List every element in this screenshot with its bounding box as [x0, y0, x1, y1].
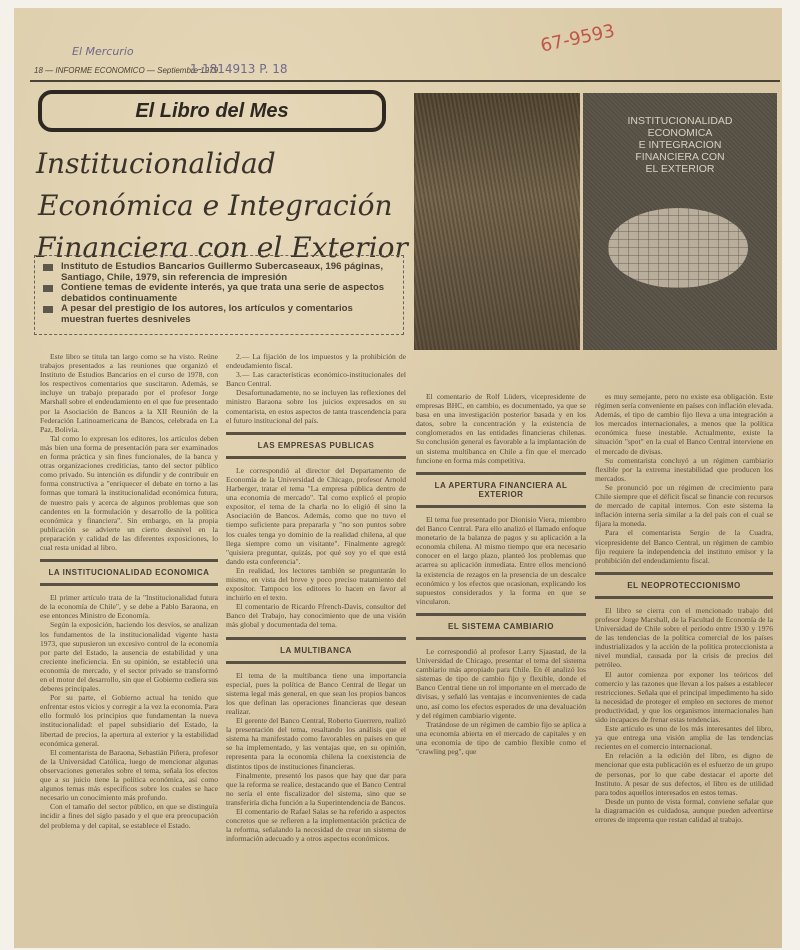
cover-title-line: EL EXTERIOR — [645, 163, 715, 175]
paragraph: El comentario de Ricardo Ffrench-Davis, consultor del Banco del Trabajo, hay conocimiento que de una visión más global y documentada del tema. — [226, 602, 406, 630]
bullet-square-icon — [43, 306, 53, 313]
cover-title-line: E INTEGRACION — [638, 139, 722, 151]
paragraph: Se pronunció por un régimen de crecimiento para Chile siempre que el déficit fiscal se financie con recursos de mercado de capital internos. Con este sistema la inflación interna sería similar a la del país con el cual se fijara la moneda. — [595, 482, 773, 529]
summary-text: Instituto de Estudios Bancarios Guillermo Subercaseaux, 196 páginas, Santiago, Chile, 1979, sin referencia de impresión — [61, 261, 384, 283]
archive-number: 67-9593 — [538, 20, 617, 57]
column-2 — [226, 352, 406, 937]
summary-item — [43, 262, 395, 283]
paragraph: Su comentarista concluyó a un régimen cambiario flexible por la extrema inestabilidad que producen los mercados. — [595, 455, 773, 483]
paragraph: Este libro se titula tan largo como se ha visto. Reúne trabajos presentados a las reuniones que organizó el Instituto de Estudios Bancarios en el curso de 1978, con los respectivos comentarios que suscitaron. Además, se incluye un trabajo preparado por el profesor Jorge Marshall sobre el endeudamiento en el que fue presentado por la Asociación de Bancos a la XII Reunión de la Federación Latinoamericana de Bancos, celebrada en La Paz, Bolivia. — [40, 352, 218, 434]
paragraph: 3.— Las características económico-institucionales del Banco Central. — [226, 370, 406, 389]
paragraph: Desafortunadamente, no se incluyen las reflexiones del ministro Baraona sobre los juicios expresados en su comentarista, en estos aspectos de tanta trascendencia para el futuro institucional del país. — [226, 388, 406, 425]
paragraph: En relación a la edición del libro, es digno de mencionar que esta publicación es el esfuerzo de un grupo de personas, por lo que cabe destacar el aporte del Instituto. A pesar de sus defectos, el libro es de utilidad para todos aquellos interesados en estos temas. — [595, 751, 773, 797]
section-heading: EL NEOPROTECCIONISMO — [595, 572, 773, 599]
paragraph: Finalmente, presentó los pasos que hay que dar para que la reforma se realice, destacando que el Banco Central no sería el ente fiscalizador del sistema, sino que se transferiría dicha función a la Superintendencia de Bancos. — [226, 770, 406, 807]
cover-title-line: ECONOMICA — [647, 127, 713, 139]
paragraph: Con el tamaño del sector público, en que se distinguía incidir a fines del siglo pasado y el que era preocupación del problema y del capital, se establece el Estado. — [40, 802, 218, 830]
paragraph: Este artículo es uno de los más interesantes del libro, ya que entrega una visión amplia de las tendencias recientes en el comercio internacional. — [595, 724, 773, 752]
paragraph: es muy semejante, pero no existe esa obligación. Este régimen sería conveniente en países con inflación elevada. Además, el tipo de cambio fijo lleva a una integración a los mercados internacionales, a menos que la política económica fuese inestable. Actualmente, existe la situación "spot" en la cual el Banco Central interviene en el mercado de divisas. — [595, 392, 773, 456]
paragraph: El autor comienza por exponer los teóricos del comercio y las razones que llevan a los países a establecer restricciones. Señala que el principal impedimento ha sido la necesidad de proteger el empleo en sectores de menor productividad, y que los organismos internacionales han sido incapaces de frenar estas tendencias. — [595, 669, 773, 724]
summary-box — [34, 255, 404, 335]
cover-title-line: FINANCIERA CON — [635, 151, 725, 163]
section-heading: LA INSTITUCIONALIDAD ECONOMICA — [40, 559, 218, 586]
paragraph: Para el comentarista Sergio de la Cuadra, vicepresidente del Banco Central, un régimen de cambio fijo requiere la independencia del instituto emisor y la prohibición del endeudamiento fiscal. — [595, 528, 773, 565]
title-line: Económica e Integración — [38, 189, 393, 222]
paragraph: El gerente del Banco Central, Roberto Guerrero, realizó la presentación del tema, resaltando los análisis que el sistema ha manifestado como favorables en países en que se ha implementado, y las ventajas que, en su opinión, representa para la economía chilena la coexistencia de distintos tipos de instituciones financieras. — [226, 716, 406, 771]
section-heading: LAS EMPRESAS PUBLICAS — [226, 432, 406, 459]
paragraph: Tratándose de un régimen de cambio fijo se aplica a una economía abierta en el mercado de capitales y en una economía de tipo de cambio flexible como el "crawling peg", que — [416, 719, 586, 756]
section-heading: LA MULTIBANCA — [226, 637, 406, 664]
summary-text: Contiene temas de evidente interés, ya que trata una serie de aspectos debatidos continuamente — [61, 282, 385, 304]
paragraph: Por su parte, el Gobierno actual ha tenido que enfrentar estos vicios y corregir a la vez la economía. Para ello formuló los principios que fundamentan la nueva institucionalidad: el papel subsidiario del Estado, la libertad de precios, la apertura al exterior y la estabilidad económica general. — [40, 693, 218, 748]
header-rule — [30, 80, 780, 82]
book-cover-image — [583, 93, 777, 350]
title-line: Institucionalidad — [36, 147, 276, 180]
globe-illustration — [608, 208, 748, 288]
paragraph: El primer artículo trata de la "Institucionalidad futura de la economía de Chile", y se debe a Pablo Baraona, en ese entonces Ministro de Economía. — [40, 593, 218, 621]
paragraph: Le correspondió al profesor Larry Sjaastad, de la Universidad de Chicago, presentar el tema del sistema cambiario más apropiado para Chile. En él analizó los sistemas de tipo de cambio fijo y flexible, donde el Banco Central tiene un rol importante en el mercado de divisas, y señaló las ventajas e inconvenientes de cada uno, así como los efectos esperados de una devaluación y del régimen cambiario vigente. — [416, 646, 586, 720]
section-heading: LA APERTURA FINANCIERA AL EXTERIOR — [416, 472, 586, 508]
paragraph: El comentario de Rolf Lüders, vicepresidente de empresas BHC, en cambio, es documentado, ya que se basa en una investigación posterior basada y en los datos, sobre la concentración y la existencia de conglomerados en las entidades financieras chilenas. Su conclusión general es favorable a la implantación de un sistema multibanca en Chile a fin que el mercado funcione en forma más competitiva. — [416, 392, 586, 465]
paragraph: El tema fue presentado por Dionisio Viera, miembro del Banco Central. Para ello analizó el llamado enfoque monetario de la balanza de pagos y su aplicación a la economía chilena. Al mismo tiempo que era necesario conocer en el largo plazo, planteó los problemas que acarrea su aplicación inmediata. Entre ellos mencionó la existencia de rezagos en la presencia de un descalce económico y los efectos que ocasionan, explicando los supuestos considerados y la forma en que se vincularon. — [416, 514, 586, 606]
paragraph: En realidad, los lectores también se preguntarán lo mismo, en vista del breve y poco preciso tratamiento del expositor. Tampoco los editores lo hacen en favor al incluirlo en el texto. — [226, 565, 406, 603]
summary-item — [43, 304, 395, 325]
cover-title — [583, 115, 777, 175]
summary-text: A pesar del prestigio de los autores, los artículos y comentarios muestran fuertes desniveles — [61, 303, 353, 325]
paragraph: El comentarista de Baraona, Sebastián Piñera, profesor de la Universidad Católica, luego de mencionar algunas observaciones generales sobre el tema, señala los efectos que a su juicio tiene la política económica, así como algunos temas más específicos sobre los cuales se hace necesario un conocimiento más profundo. — [40, 747, 218, 803]
summary-item — [43, 283, 395, 304]
section-heading: EL SISTEMA CAMBIARIO — [416, 613, 586, 640]
bullet-square-icon — [43, 285, 53, 292]
running-head: 18 — INFORME ECONOMICO — Septiembre 1979 — [34, 66, 219, 75]
paragraph: El tema de la multibanca tiene una importancia especial, pues la política de Banco Central de llegar un sistema legal más general, en que sean los propios bancos los que definan las operaciones financieras que desean realizar. — [226, 670, 406, 716]
title-line: Financiera con el Exterior — [36, 231, 408, 264]
handwritten-reference: 1-1814913 P. 18 — [190, 62, 288, 76]
paragraph: Desde un punto de vista formal, conviene señalar que la diagramación es cuidadosa, aunque pueden advertirse errores de imprenta que restan calidad al trabajo. — [595, 796, 773, 825]
column-1 — [40, 352, 218, 937]
column-3 — [416, 392, 586, 937]
paragraph: El comentario de Rafael Salas se ha referido a aspectos concretos que se refieren a la implementación práctica de la reforma, señalando la necesidad de crear un sistema de información adecuado y a otros aspectos económicos. — [226, 807, 406, 844]
building-photo — [414, 93, 580, 350]
cover-title-line: INSTITUCIONALIDAD — [627, 115, 733, 127]
bullet-square-icon — [43, 264, 53, 271]
paragraph: Según la exposición, haciendo los desvíos, se analizan los fundamentos de la institucionalidad vigente hasta 1973, que supusieron un excesivo control de la economía por parte del Estado, la ausencia de estabilidad y una creciente ineficiencia. En su opinión, se estableció una economía de mercado, y el sector privado se transformó en el motor del desarrollo, sin que el Gobierno cediera sus deberes principales. — [40, 620, 218, 694]
paragraph: Le correspondió al director del Departamento de Economía de la Universidad de Chicago, profesor Arnold Harberger, tratar el tema "La empresa pública dentro de una economía de mercado". Tal como explicó el propio expositor, el tema de la charla no lo eligió él sino la Asociación de Bancos. Además, como que no tuvo el tiempo suficiente para prepararla y "no son puntos sobre los cuales tenga yo dominio de la realidad chilena, al que llega siempre como un visitante". Finalmente agregó: "quisiera preguntar, quizás, por qué soy yo el que está dando esta conferencia". — [226, 465, 406, 566]
paragraph: El libro se cierra con el mencionado trabajo del profesor Jorge Marshall, de la Facultad de Economía de la Universidad de Chile sobre el período entre 1930 y 1976 de las tendencias de la política comercial de los países industrializados y la acción de la política proteccionista a nivel mundial, causada por la crisis de precios del petróleo. — [595, 605, 773, 670]
section-kicker: El Libro del Mes — [38, 90, 386, 132]
article-title — [36, 143, 408, 269]
paragraph: Tal como lo expresan los editores, los artículos deben más bien una forma de presentación para ser examinados en forma práctica y sin fines funcionales, de la banca y otras organizaciones crediticias, tanto del sector público como privado. Su intención es difundir y de contribuir en forma constructiva a "enriquecer el debate en torno a las formas que tomará la institucionalidad económica futura, de nuestro país y acerca de algunos problemas que son candentes en la formulación y desarrollo de la política económica y financiera". Sin embargo, en la propia publicación se advierte un cierto desnivel en la preparación y calidad de las diferentes exposiciones, lo cual resta unidad al libro. — [40, 433, 218, 552]
paragraph: 2.— La fijación de los impuestos y la prohibición de endeudamiento fiscal. — [226, 352, 406, 371]
column-4 — [595, 392, 773, 937]
handwritten-annotation: El Mercurio — [72, 45, 134, 58]
